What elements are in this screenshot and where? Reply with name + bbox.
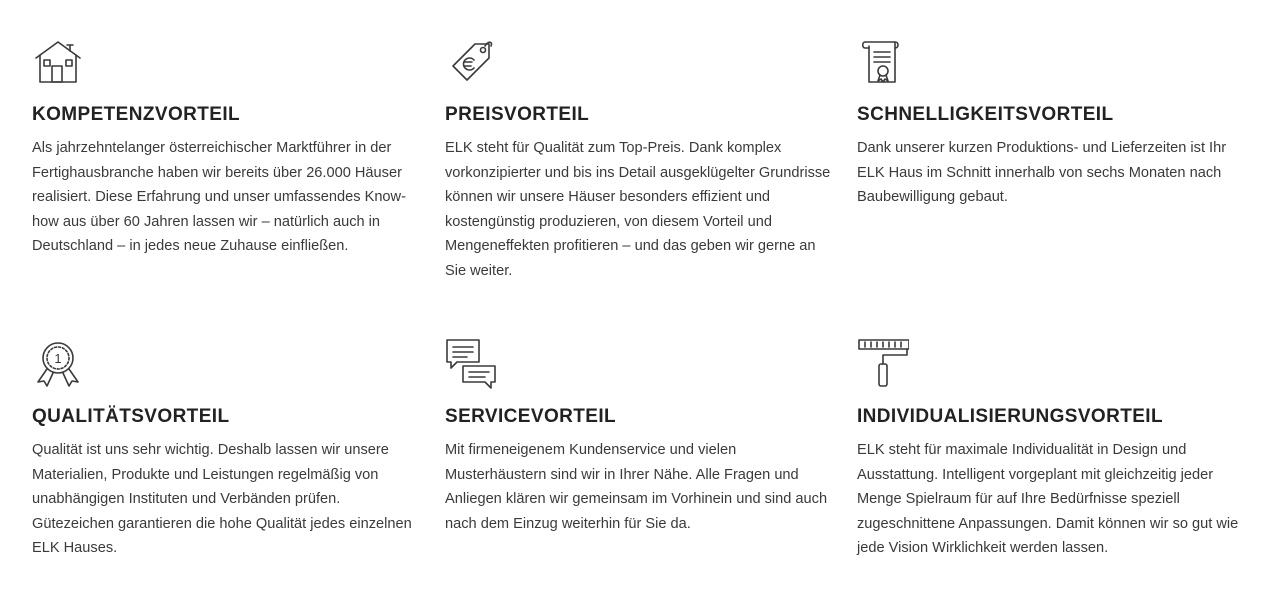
feature-title: SCHNELLIGKEITSVORTEIL: [857, 104, 1114, 125]
certificate-icon: [857, 36, 909, 88]
award-medal-icon: [32, 338, 84, 390]
paint-roller-icon: [857, 338, 909, 390]
feature-title: PREISVORTEIL: [445, 104, 590, 125]
feature-title: KOMPETENZVORTEIL: [32, 104, 241, 125]
feature-title: SERVICEVORTEIL: [445, 406, 617, 427]
feature-text: Mit firmeneigenem Kundenservice und vielen Musterhäustern sind wir in Ihrer Nähe. Alle Fragen und Anliegen klären wir gemeinsam im Vorhinein und sind auch nach dem Einzug weiterhin für Sie da.: [445, 442, 828, 532]
feature-text: Als jahrzehntelanger österreichischer Marktführer in der Fertighausbranche haben wir bereits über 26.000 Häuser realisiert. Diese Erfahrung und unser umfassendes Know-how aus über 60 Jahren lassen wir – natürlich auch in Deutschland – in jedes neue Zuhause einfließen.: [32, 140, 406, 255]
medal-number: 1: [54, 351, 62, 366]
chat-bubbles-icon: [445, 338, 497, 390]
euro-price-tag-icon: [445, 36, 497, 88]
house-icon: [32, 36, 84, 88]
feature-title: INDIVIDUALISIERUNGSVORTEIL: [857, 406, 1163, 427]
feature-title: QUALITÄTSVORTEIL: [32, 406, 230, 427]
feature-text: ELK steht für maximale Individualität in Design und Ausstattung. Intelligent vorgeplant mit gleichzeitig jeder Menge Spielraum für auf Ihre Bedürfnisse speziell zugeschnittene Anpassungen. Damit können wir so gut wie jede Vision Wirklichkeit werden lassen.: [857, 442, 1239, 557]
feature-text: ELK steht für Qualität zum Top-Preis. Dank komplex vorkonzipierter und bis ins Detail ausgeklügelter Grundrisse können wir unsere Häuser besonders effizient und kostengünstig produzieren, von diesem Vorteil und Mengeneffekten profitieren – und das geben wir gerne an Sie weiter.: [445, 140, 831, 279]
feature-text: Dank unserer kurzen Produktions- und Lieferzeiten ist Ihr ELK Haus im Schnitt innerhalb von sechs Monaten nach Baubewilligung gebaut.: [857, 140, 1227, 206]
feature-text: Qualität ist uns sehr wichtig. Deshalb lassen wir unsere Materialien, Produkte und Leistungen regelmäßig von unabhängigen Instituten und Verbänden prüfen. Gütezeichen garantieren die hohe Qualität jedes einzelnen ELK Hauses.: [32, 442, 412, 557]
